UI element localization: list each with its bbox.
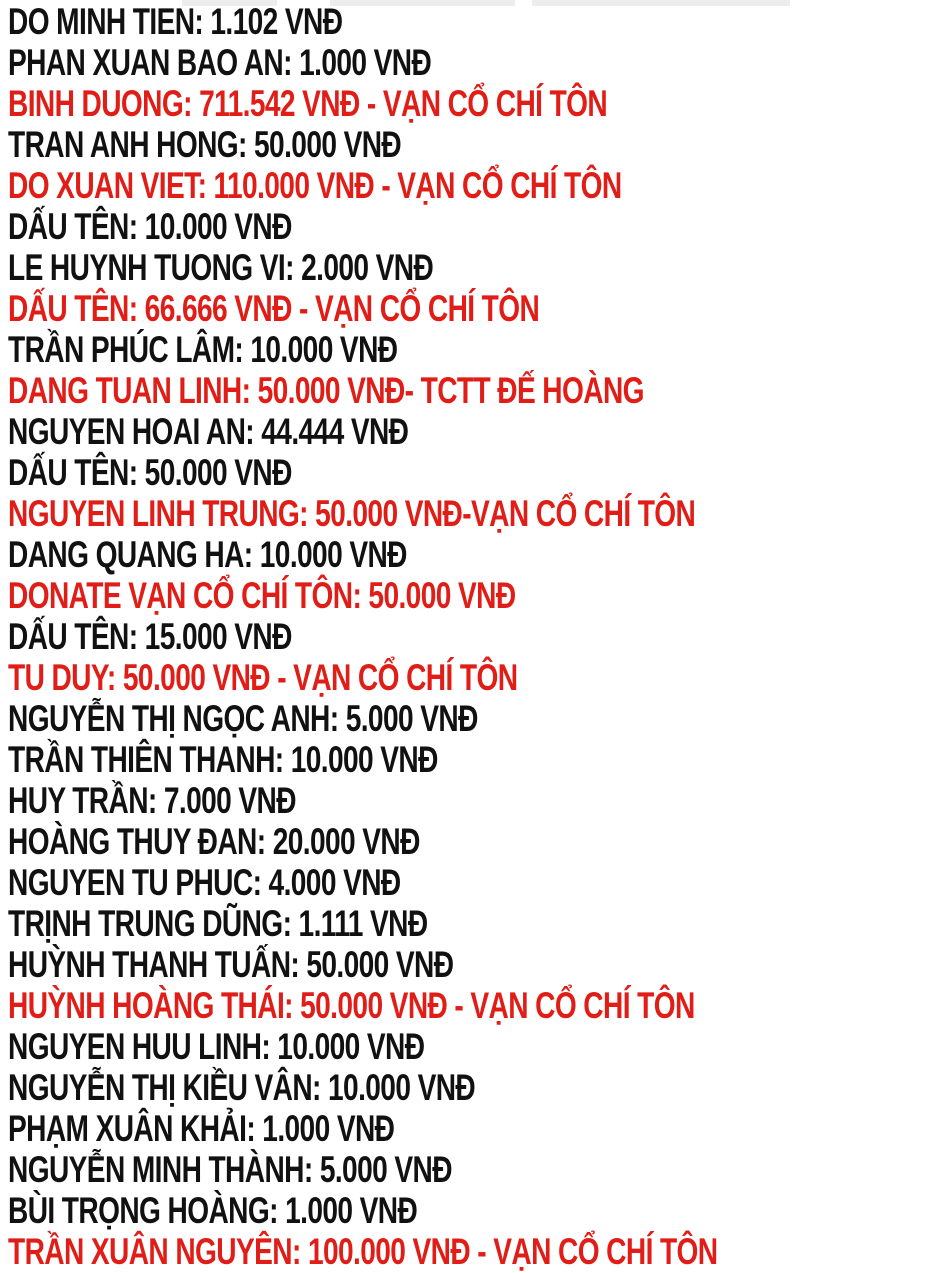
donor-line [8, 1, 800, 42]
donor-line [8, 329, 800, 370]
donor-line [8, 821, 800, 862]
donor-line-text: DANG TUAN LINH: 50.000 VNĐ- TCTT ĐẾ HOÀNG [8, 370, 644, 411]
donor-line [8, 903, 800, 944]
donor-line-text: DONATE VẠN CỔ CHÍ TÔN: 50.000 VNĐ [8, 575, 516, 616]
donor-line-text: NGUYỄN MINH THÀNH: 5.000 VNĐ [8, 1149, 452, 1190]
donor-line [8, 1067, 800, 1108]
donor-line-text: BINH DUONG: 711.542 VNĐ - VẠN CỔ CHÍ TÔN [8, 83, 608, 124]
donor-line-text: NGUYỄN THỊ KIỀU VÂN: 10.000 VNĐ [8, 1067, 476, 1108]
donor-line-text: HUY TRẦN: 7.000 VNĐ [8, 780, 296, 821]
donor-line [8, 452, 800, 493]
donor-line-text: NGUYỄN THỊ NGỌC ANH: 5.000 VNĐ [8, 698, 478, 739]
donor-line-text: PHẠM XUÂN KHẢI: 1.000 VNĐ [8, 1108, 395, 1149]
donor-line [8, 698, 800, 739]
donor-line-text: TRAN ANH HONG: 50.000 VNĐ [8, 124, 402, 165]
donor-line-text: HUỲNH HOÀNG THÁI: 50.000 VNĐ - VẠN CỔ CHÍ TÔN [8, 985, 695, 1026]
donor-line [8, 206, 800, 247]
donor-line-text: PHAN XUAN BAO AN: 1.000 VNĐ [8, 42, 432, 83]
donor-line [8, 1190, 800, 1231]
donor-line [8, 944, 800, 985]
donor-line-text: BÙI TRỌNG HOÀNG: 1.000 VNĐ [8, 1190, 418, 1231]
donor-line [8, 657, 800, 698]
donor-line-text: TRỊNH TRUNG DŨNG: 1.111 VNĐ [8, 903, 428, 944]
donor-line [8, 1149, 800, 1190]
donor-line-text: NGUYEN HOAI AN: 44.444 VNĐ [8, 411, 409, 452]
donor-line [8, 42, 800, 83]
donor-line-text: DẤU TÊN: 15.000 VNĐ [8, 616, 292, 657]
donor-line [8, 247, 800, 288]
donor-line-text: NGUYEN TU PHUC: 4.000 VNĐ [8, 862, 401, 903]
donor-line-text: LE HUYNH TUONG VI: 2.000 VNĐ [8, 247, 434, 288]
donor-line-text: DANG QUANG HA: 10.000 VNĐ [8, 534, 407, 575]
donor-line-text: HOÀNG THUY ĐAN: 20.000 VNĐ [8, 821, 420, 862]
donor-line [8, 1026, 800, 1067]
donor-line [8, 493, 800, 534]
donor-line [8, 862, 800, 903]
donor-line-cut [8, 1231, 800, 1272]
donor-line [8, 534, 800, 575]
donor-line [8, 288, 800, 329]
donor-line [8, 616, 800, 657]
donor-line [8, 370, 800, 411]
donor-line [8, 83, 800, 124]
donor-line-text: TRẦN PHÚC LÂM: 10.000 VNĐ [8, 329, 398, 370]
donor-line [8, 575, 800, 616]
donor-list [8, 1, 800, 1272]
donor-line-text: DO MINH TIEN: 1.102 VNĐ [8, 1, 343, 42]
donor-line-text: NGUYEN LINH TRUNG: 50.000 VNĐ-VẠN CỔ CHÍ TÔN [8, 493, 696, 534]
donor-line [8, 739, 800, 780]
donor-line [8, 124, 800, 165]
donor-line-text: TRẦN XUÂN NGUYÊN: 100.000 VNĐ - VẠN CỔ CHÍ TÔN [8, 1231, 718, 1272]
donor-line [8, 165, 800, 206]
donor-line [8, 411, 800, 452]
donor-line [8, 985, 800, 1026]
donor-line [8, 1108, 800, 1149]
donor-line-text: DẤU TÊN: 10.000 VNĐ [8, 206, 292, 247]
donor-line-text: DẤU TÊN: 50.000 VNĐ [8, 452, 292, 493]
donor-line-text: NGUYEN HUU LINH: 10.000 VNĐ [8, 1026, 425, 1067]
donor-line-text: TU DUY: 50.000 VNĐ - VẠN CỔ CHÍ TÔN [8, 657, 518, 698]
donor-line-text: DO XUAN VIET: 110.000 VNĐ - VẠN CỔ CHÍ TÔN [8, 165, 622, 206]
donor-line [8, 780, 800, 821]
donor-line-text: HUỲNH THANH TUẤN: 50.000 VNĐ [8, 944, 454, 985]
donor-line-text: TRẦN THIÊN THANH: 10.000 VNĐ [8, 739, 438, 780]
donor-line-text: DẤU TÊN: 66.666 VNĐ - VẠN CỔ CHÍ TÔN [8, 288, 540, 329]
